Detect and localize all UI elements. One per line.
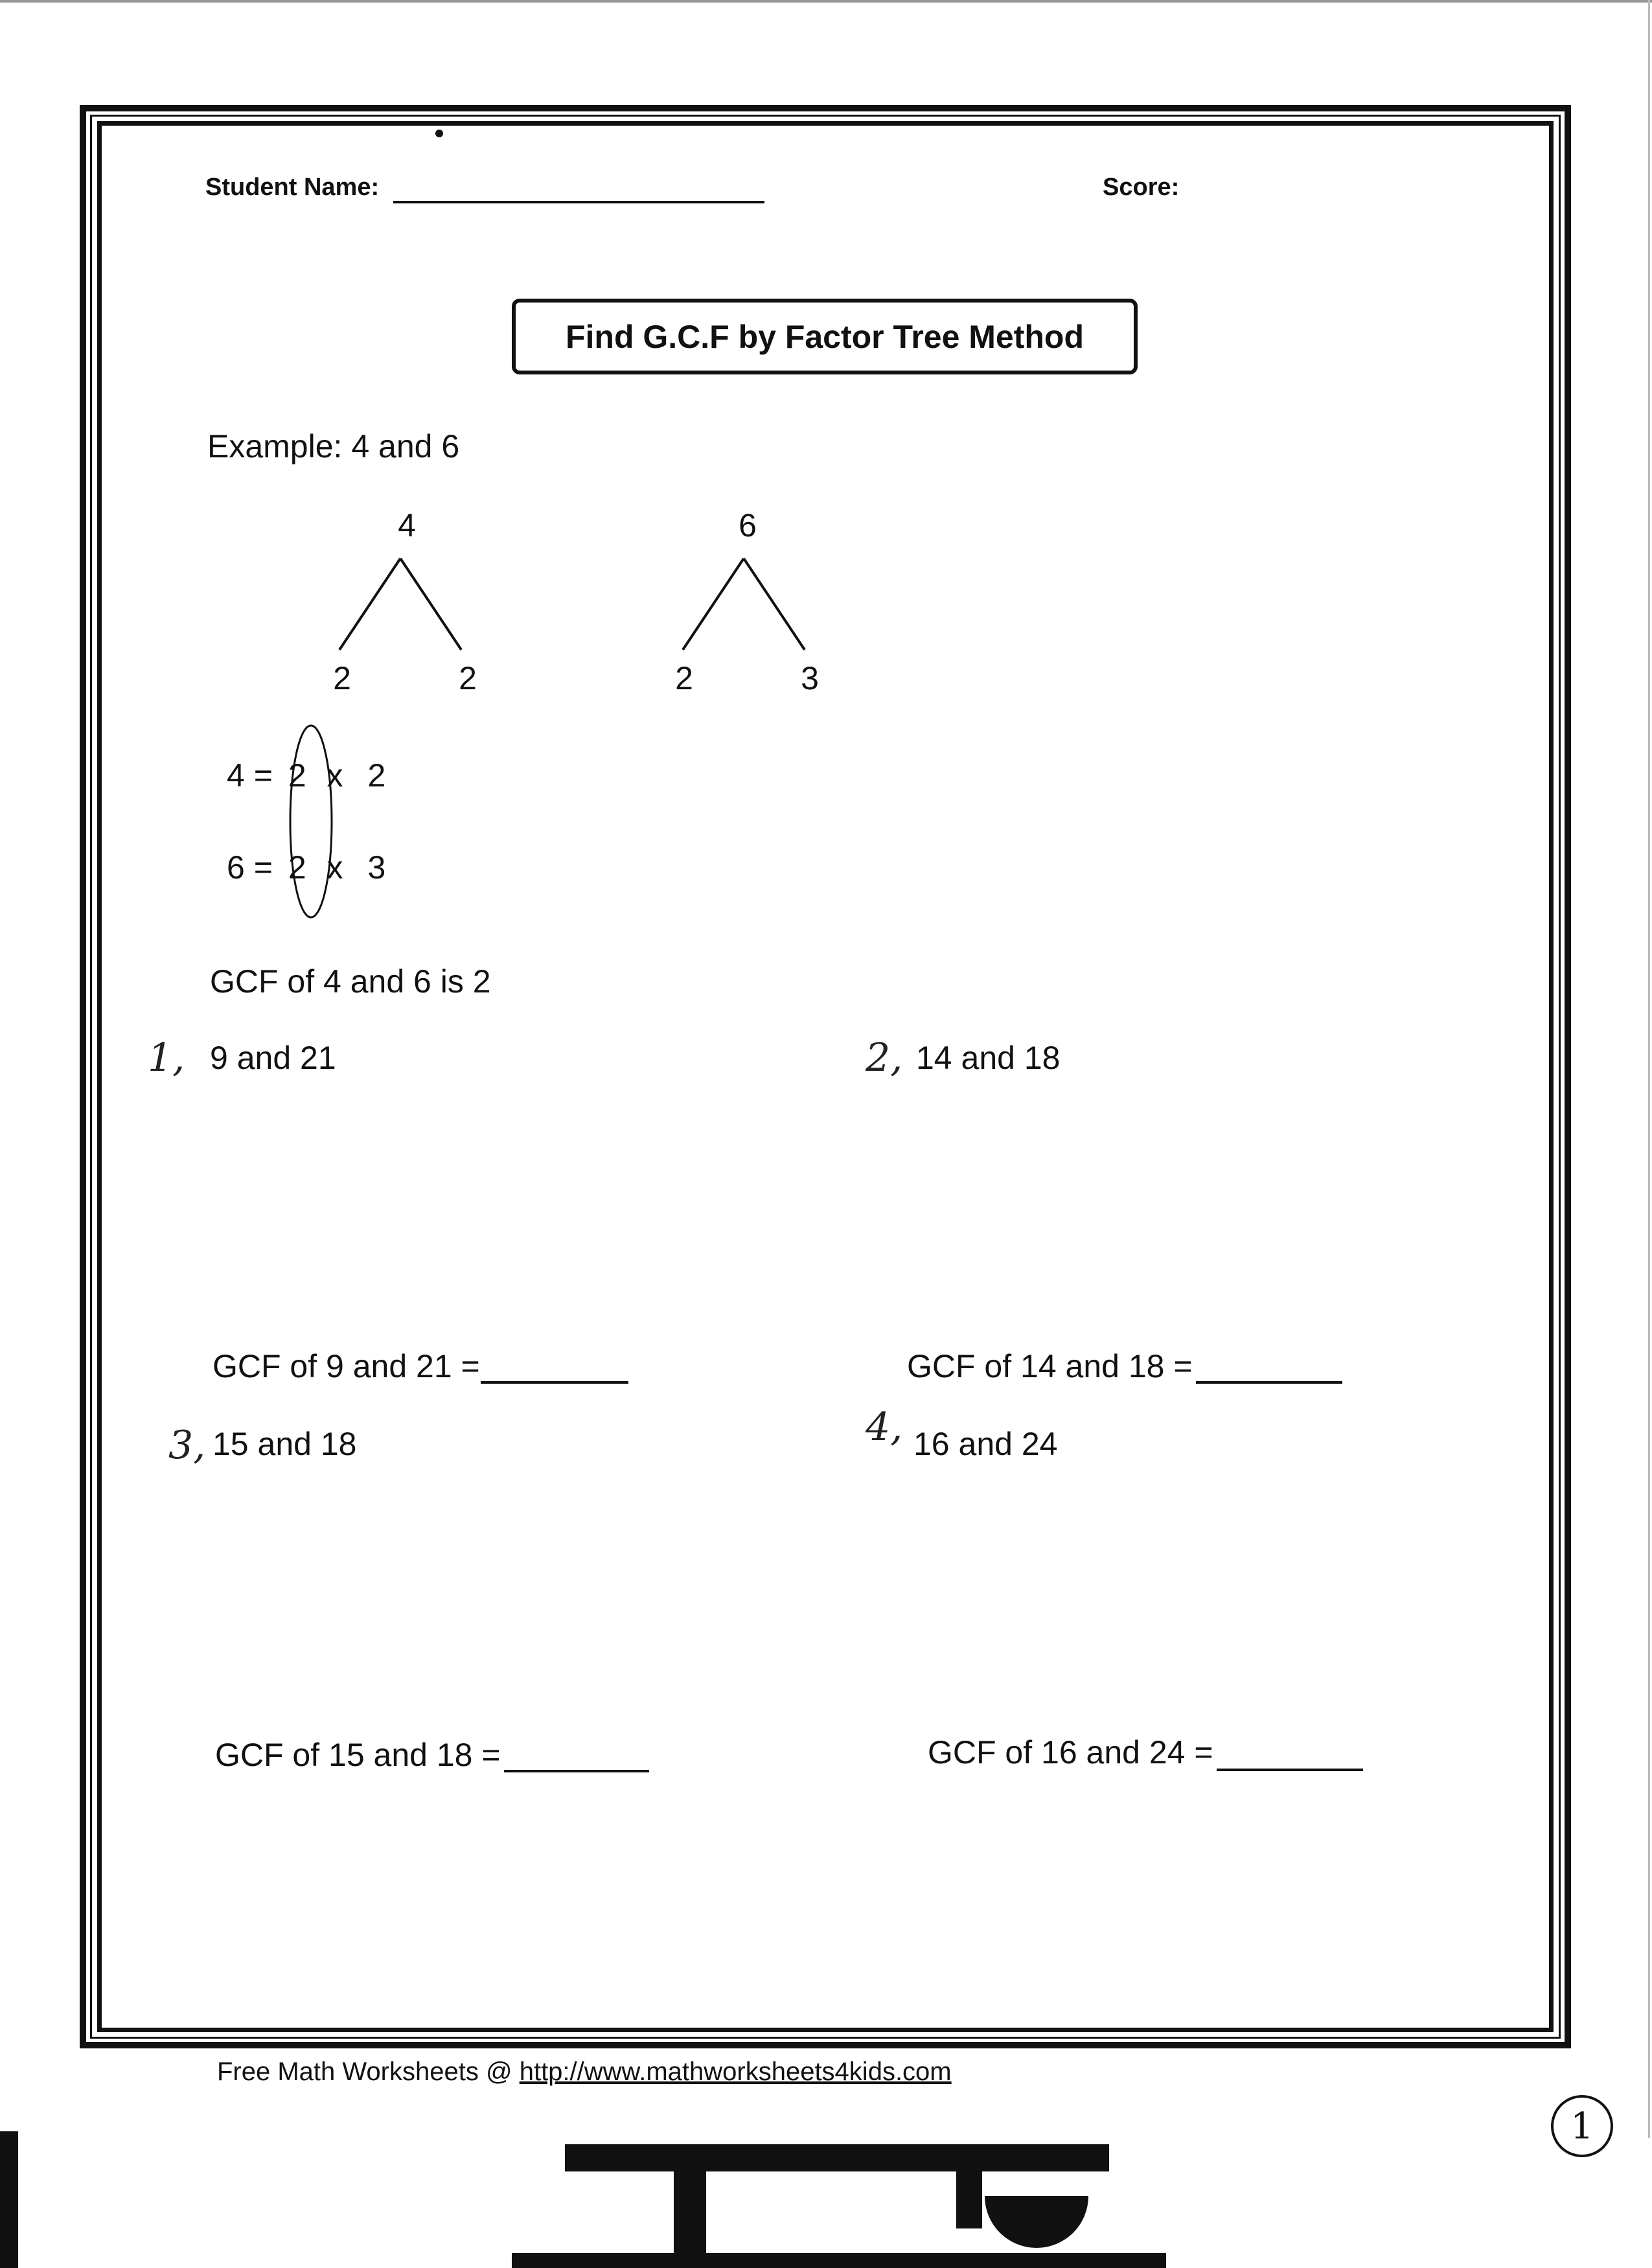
tree2-right-branch <box>744 558 805 650</box>
page-number: 1 <box>1570 2105 1594 2148</box>
worksheet-title: Find G.C.F by Factor Tree Method <box>565 318 1084 355</box>
scan-artifact-post-right <box>956 2157 982 2228</box>
problem1-text: 9 and 21 <box>210 1040 336 1076</box>
eq1-equals: = <box>253 757 273 794</box>
footer-link[interactable]: http://www.mathworksheets4kids.com <box>519 2057 952 2086</box>
problem3-text: 15 and 18 <box>212 1426 357 1462</box>
problem2-answer-label: GCF of 14 and 18 = <box>907 1348 1193 1384</box>
example-result: GCF of 4 and 6 is 2 <box>210 963 491 1000</box>
eq2-equals: = <box>253 849 273 886</box>
tree2-left-branch <box>683 558 744 650</box>
problem2-number: 2, <box>866 1035 903 1081</box>
problem1-answer-field[interactable] <box>481 1381 628 1384</box>
equation-row-4 <box>227 757 385 794</box>
eq2-times: x <box>327 849 343 886</box>
tree1-right-branch <box>400 558 461 650</box>
problem4-answer-field[interactable] <box>1217 1769 1363 1771</box>
footer <box>217 2057 952 2087</box>
tree2-left-leaf: 2 <box>675 660 693 696</box>
problem4-text: 16 and 24 <box>913 1426 1058 1462</box>
student-name-label: Student Name: <box>205 174 380 201</box>
problem2-text: 14 and 18 <box>916 1040 1061 1076</box>
problem3-answer-field[interactable] <box>504 1770 649 1772</box>
problem4-answer-label: GCF of 16 and 24 = <box>928 1734 1213 1770</box>
scan-artifact-post-left <box>674 2157 706 2268</box>
page-number-circle <box>1551 2095 1613 2157</box>
problem1-number: 1, <box>148 1035 185 1081</box>
footer-prefix: Free Math Worksheets @ <box>217 2057 512 2086</box>
scan-artifact-base <box>512 2253 1166 2268</box>
tree1-right-leaf: 2 <box>459 660 477 696</box>
eq2-lhs: 6 <box>227 849 245 886</box>
score-label: Score: <box>1103 174 1180 201</box>
eq1-times: x <box>327 757 343 794</box>
tree2-root: 6 <box>739 507 757 544</box>
tree2-right-leaf: 3 <box>801 660 819 696</box>
equation-row-6 <box>227 849 385 886</box>
eq2-common-factor: 2 <box>288 849 306 886</box>
example-label: Example: 4 and 6 <box>207 428 460 464</box>
problem4-number: 4, <box>866 1404 903 1450</box>
problem1-answer-label: GCF of 9 and 21 = <box>212 1348 480 1384</box>
problem3-answer-label: GCF of 15 and 18 = <box>215 1737 501 1773</box>
problem2-answer-field[interactable] <box>1196 1381 1342 1384</box>
eq1-common-factor: 2 <box>288 757 306 794</box>
tree1-left-branch <box>339 558 400 650</box>
scan-artifact-bar <box>565 2144 1109 2171</box>
tree1-left-leaf: 2 <box>333 660 351 696</box>
common-factor-circle <box>290 726 332 917</box>
eq1-factor2: 2 <box>367 757 386 794</box>
tree1-root: 4 <box>398 507 416 544</box>
eq1-lhs: 4 <box>227 757 245 794</box>
problem3-number: 3, <box>168 1423 206 1468</box>
eq2-factor2: 3 <box>367 849 386 886</box>
